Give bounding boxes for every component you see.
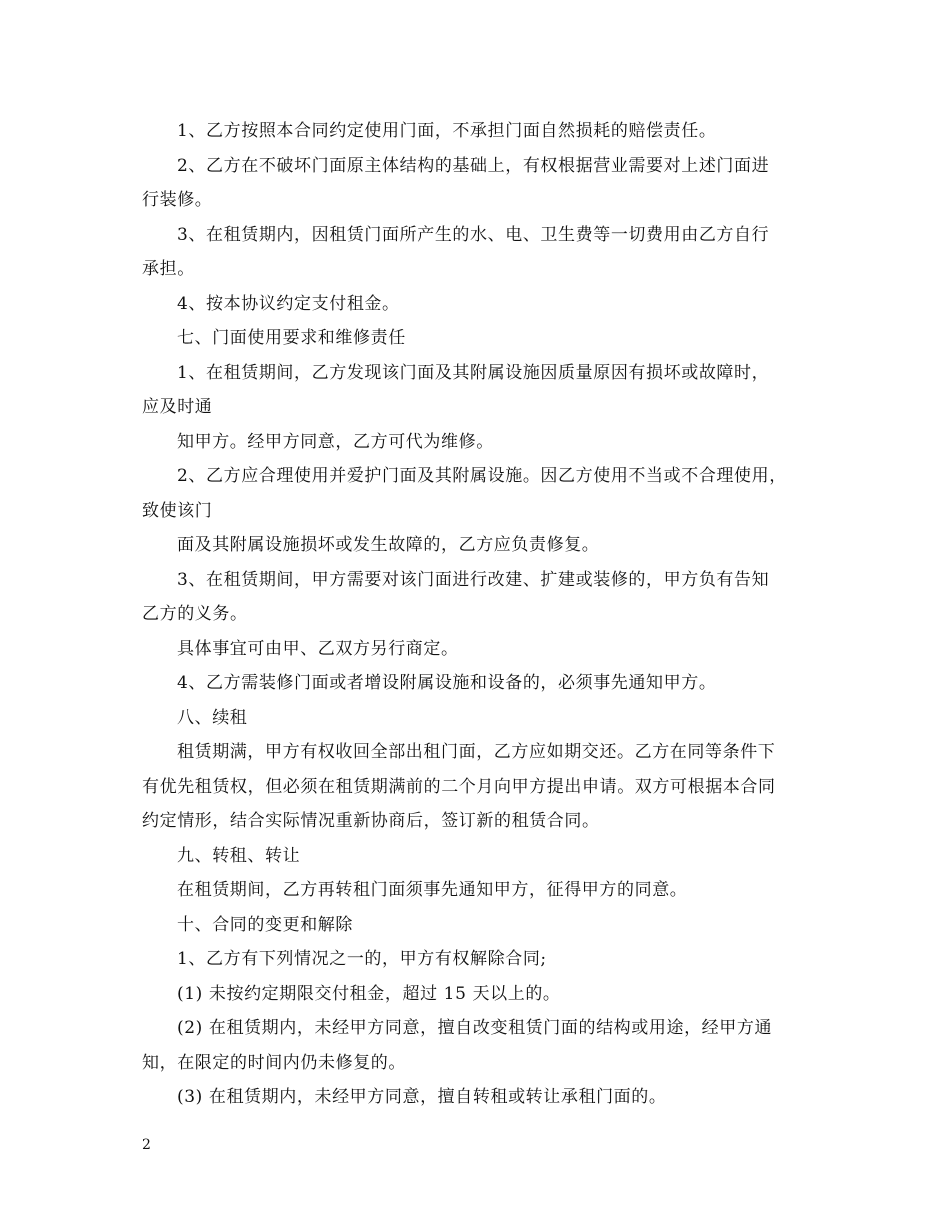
text-line: 八、续租 (177, 707, 248, 728)
text-line: 4、乙方需装修门面或者增设附属设施和设备的，必须事先通知甲方。 (177, 673, 717, 693)
text-line: 4、按本协议约定支付租金。 (177, 293, 400, 314)
text-line: (3) 在租赁期内，未经甲方同意，擅自转租或转让承租门面的。 (177, 1087, 667, 1107)
text-line: 知甲方。经甲方同意，乙方可代为维修。 (177, 431, 494, 452)
text-line: 十、合同的变更和解除 (177, 914, 353, 935)
text-line: 1、乙方按照本合同约定使用门面，不承担门面自然损耗的赔偿责任。 (177, 121, 717, 141)
text-line: 3、在租赁期内，因租赁门面所产生的水、电、卫生费等一切费用由乙方自行 (177, 224, 770, 245)
text-line: 承担。 (142, 259, 195, 279)
text-line: 应及时通 (142, 397, 213, 417)
text-line: 有优先租赁权，但必须在租赁期满前的二个月向甲方提出申请。双方可根据本合同 (142, 776, 776, 797)
text-line: 3、在租赁期间，甲方需要对该门面进行改建、扩建或装修的，甲方负有告知 (177, 569, 770, 590)
text-line: 七、门面使用要求和维修责任 (177, 328, 406, 348)
text-line: 在租赁期间，乙方再转租门面须事先通知甲方，征得甲方的同意。 (177, 880, 688, 900)
text-line: 2、乙方在不破坏门面原主体结构的基础上，有权根据营业需要对上述门面进 (177, 155, 770, 176)
text-line: 致使该门 (142, 500, 213, 521)
text-line: (1) 未按约定期限交付租金，超过 15 天以上的。 (177, 983, 561, 1004)
text-line: 1、乙方有下列情况之一的，甲方有权解除合同; (177, 949, 547, 969)
text-line: 九、转租、转让 (177, 845, 301, 866)
page-number: 2 (142, 1137, 151, 1153)
text-line: (2) 在租赁期内，未经甲方同意，擅自改变租赁门面的结构或用途，经甲方通 (177, 1018, 773, 1038)
text-line: 知，在限定的时间内仍未修复的。 (142, 1052, 406, 1073)
document-body (142, 114, 812, 1115)
text-line: 乙方的义务。 (142, 604, 248, 624)
text-line: 具体事宜可由甲、乙双方另行商定。 (177, 638, 459, 659)
text-line: 租赁期满，甲方有权收回全部出租门面，乙方应如期交还。乙方在同等条件下 (177, 742, 776, 762)
text-line: 约定情形，结合实际情况重新协商后，签订新的租赁合同。 (142, 811, 600, 831)
text-line: 1、在租赁期间，乙方发现该门面及其附属设施因质量原因有损坏或故障时， (177, 362, 770, 383)
text-line: 面及其附属设施损坏或发生故障的，乙方应负责修复。 (177, 535, 600, 555)
text-line: 行装修。 (142, 190, 213, 210)
text-line: 2、乙方应合理使用并爱护门面及其附属设施。因乙方使用不当或不合理使用， (177, 466, 787, 486)
